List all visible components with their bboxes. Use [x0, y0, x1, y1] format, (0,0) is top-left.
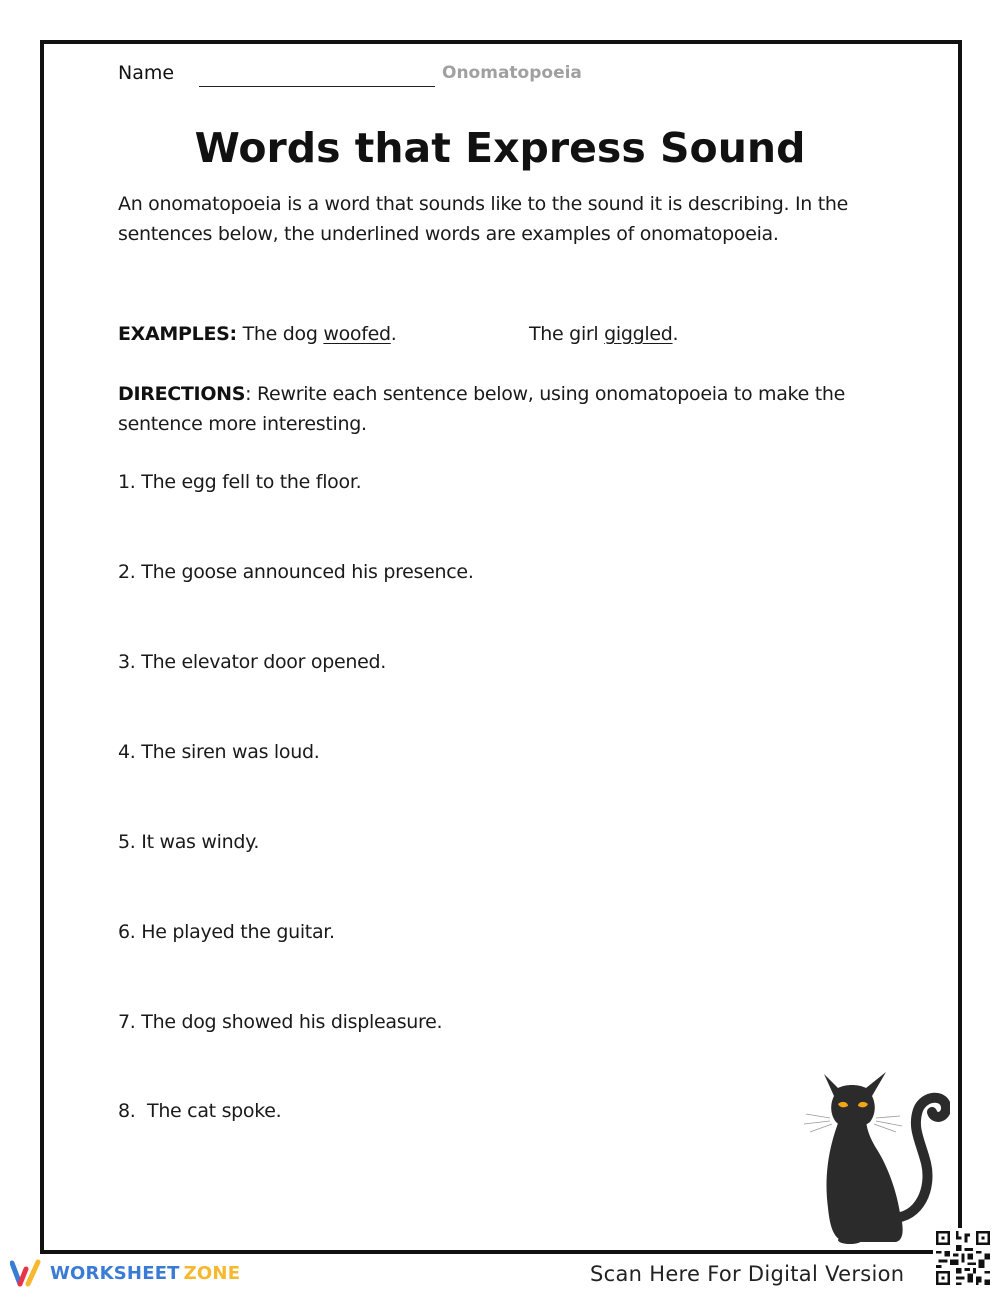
name-field-line[interactable] [199, 86, 435, 87]
directions-paragraph [118, 379, 888, 439]
question-6: 6. He played the guitar. [118, 921, 335, 943]
example-1-post: . [390, 323, 397, 345]
worksheet-zone-logo-text [50, 1263, 240, 1284]
black-cat-illustration [800, 1068, 950, 1246]
question-4: 4. The siren was loud. [118, 741, 320, 763]
example-2-post: . [672, 323, 679, 345]
question-2: 2. The goose announced his presence. [118, 561, 474, 583]
example-1-pre: The dog [236, 323, 324, 345]
name-label: Name [118, 62, 175, 84]
question-7: 7. The dog showed his displeasure. [118, 1011, 443, 1033]
examples-label: EXAMPLES: [118, 323, 237, 345]
example-1-word: woofed [323, 323, 391, 345]
qr-code[interactable] [933, 1228, 993, 1288]
example-2 [529, 319, 678, 349]
scan-for-digital-version: Scan Here For Digital Version [590, 1262, 905, 1286]
directions-text: : Rewrite each sentence below, using onomatopoeia to make the sentence more interesting. [118, 383, 845, 435]
example-2-pre: The girl [529, 323, 605, 345]
worksheet-zone-logo-icon [10, 1259, 44, 1287]
intro-paragraph: An onomatopoeia is a word that sounds like to the sound it is describing. In the sentences below, the underlined words are examples of onomatopoeia. [118, 193, 849, 245]
worksheet-zone-logo[interactable] [10, 1258, 240, 1288]
brand-worksheet: WORKSHEET [50, 1262, 180, 1284]
examples-line [118, 319, 888, 349]
page-title: Words that Express Sound [194, 124, 806, 172]
question-5: 5. It was windy. [118, 831, 260, 853]
question-1: 1. The egg fell to the floor. [118, 471, 362, 493]
question-8: 8. The cat spoke. [118, 1100, 282, 1122]
example-2-word: giggled [604, 323, 673, 345]
question-3: 3. The elevator door opened. [118, 651, 386, 673]
brand-zone: ZONE [183, 1262, 241, 1284]
directions-label: DIRECTIONS [118, 383, 246, 405]
topic-label: Onomatopoeia [442, 63, 582, 83]
